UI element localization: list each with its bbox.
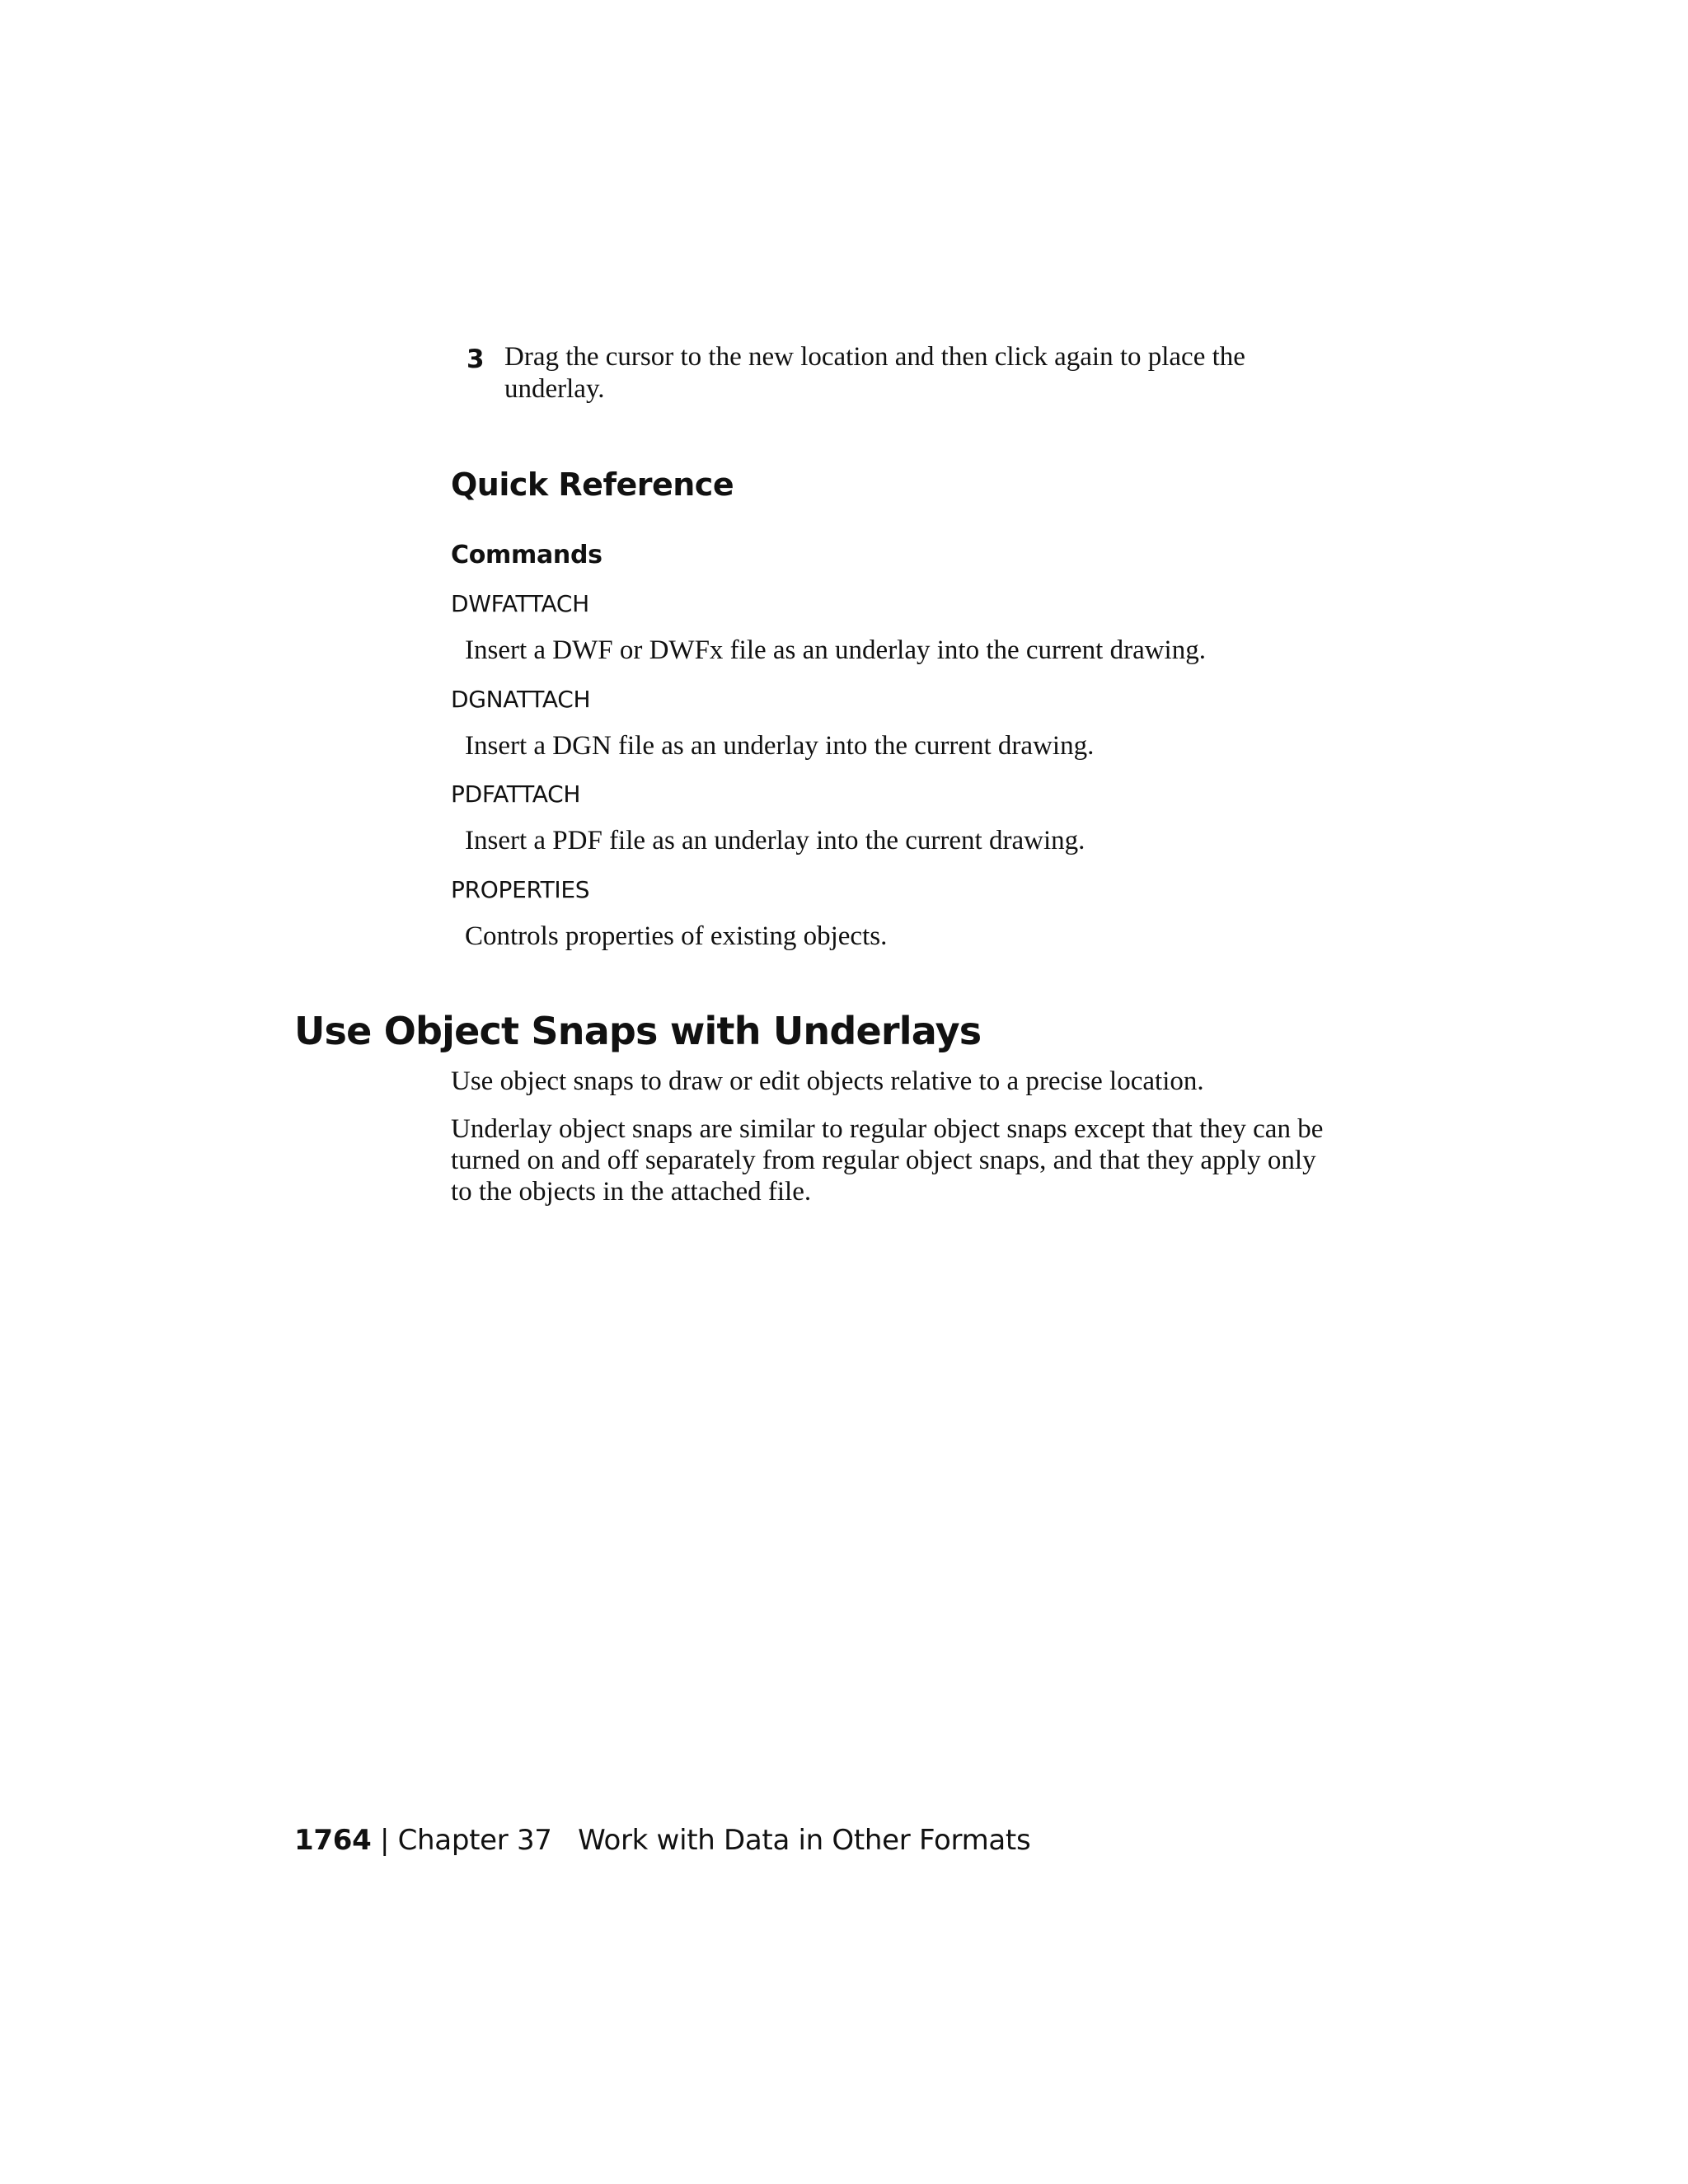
- command-name-properties: PROPERTIES: [451, 876, 590, 903]
- command-description-dgnattach: Insert a DGN file as an underlay into the current drawing.: [465, 731, 1095, 761]
- command-name-dwfattach: DWFATTACH: [451, 590, 589, 617]
- section-paragraph-2: Underlay object snaps are similar to regular object snaps except that they can be turned on and off separately from regular object snaps, and that they apply only to the objects in the attached file.: [451, 1114, 1324, 1207]
- command-description-properties: Controls properties of existing objects.: [465, 921, 888, 951]
- command-description-pdfattach: Insert a PDF file as an underlay into the current drawing.: [465, 826, 1085, 855]
- page-footer: [294, 1824, 1030, 1857]
- section-paragraph-1: Use object snaps to draw or edit objects relative to a precise location.: [451, 1066, 1204, 1096]
- footer-chapter-title: Work with Data in Other Formats: [578, 1824, 1031, 1857]
- commands-heading: Commands: [451, 541, 603, 569]
- command-name-dgnattach: DGNATTACH: [451, 686, 591, 713]
- command-name-pdfattach: PDFATTACH: [451, 780, 581, 808]
- footer-separator: |: [371, 1824, 398, 1857]
- step-number: 3: [467, 344, 485, 374]
- section-heading: Use Object Snaps with Underlays: [294, 1009, 982, 1053]
- quick-reference-heading: Quick Reference: [451, 466, 734, 503]
- step-text: Drag the cursor to the new location and then click again to place the underlay.: [504, 342, 1245, 404]
- page-number: 1764: [294, 1824, 372, 1857]
- footer-chapter: Chapter 37: [397, 1824, 552, 1857]
- command-description-dwfattach: Insert a DWF or DWFx file as an underlay into the current drawing.: [465, 635, 1206, 665]
